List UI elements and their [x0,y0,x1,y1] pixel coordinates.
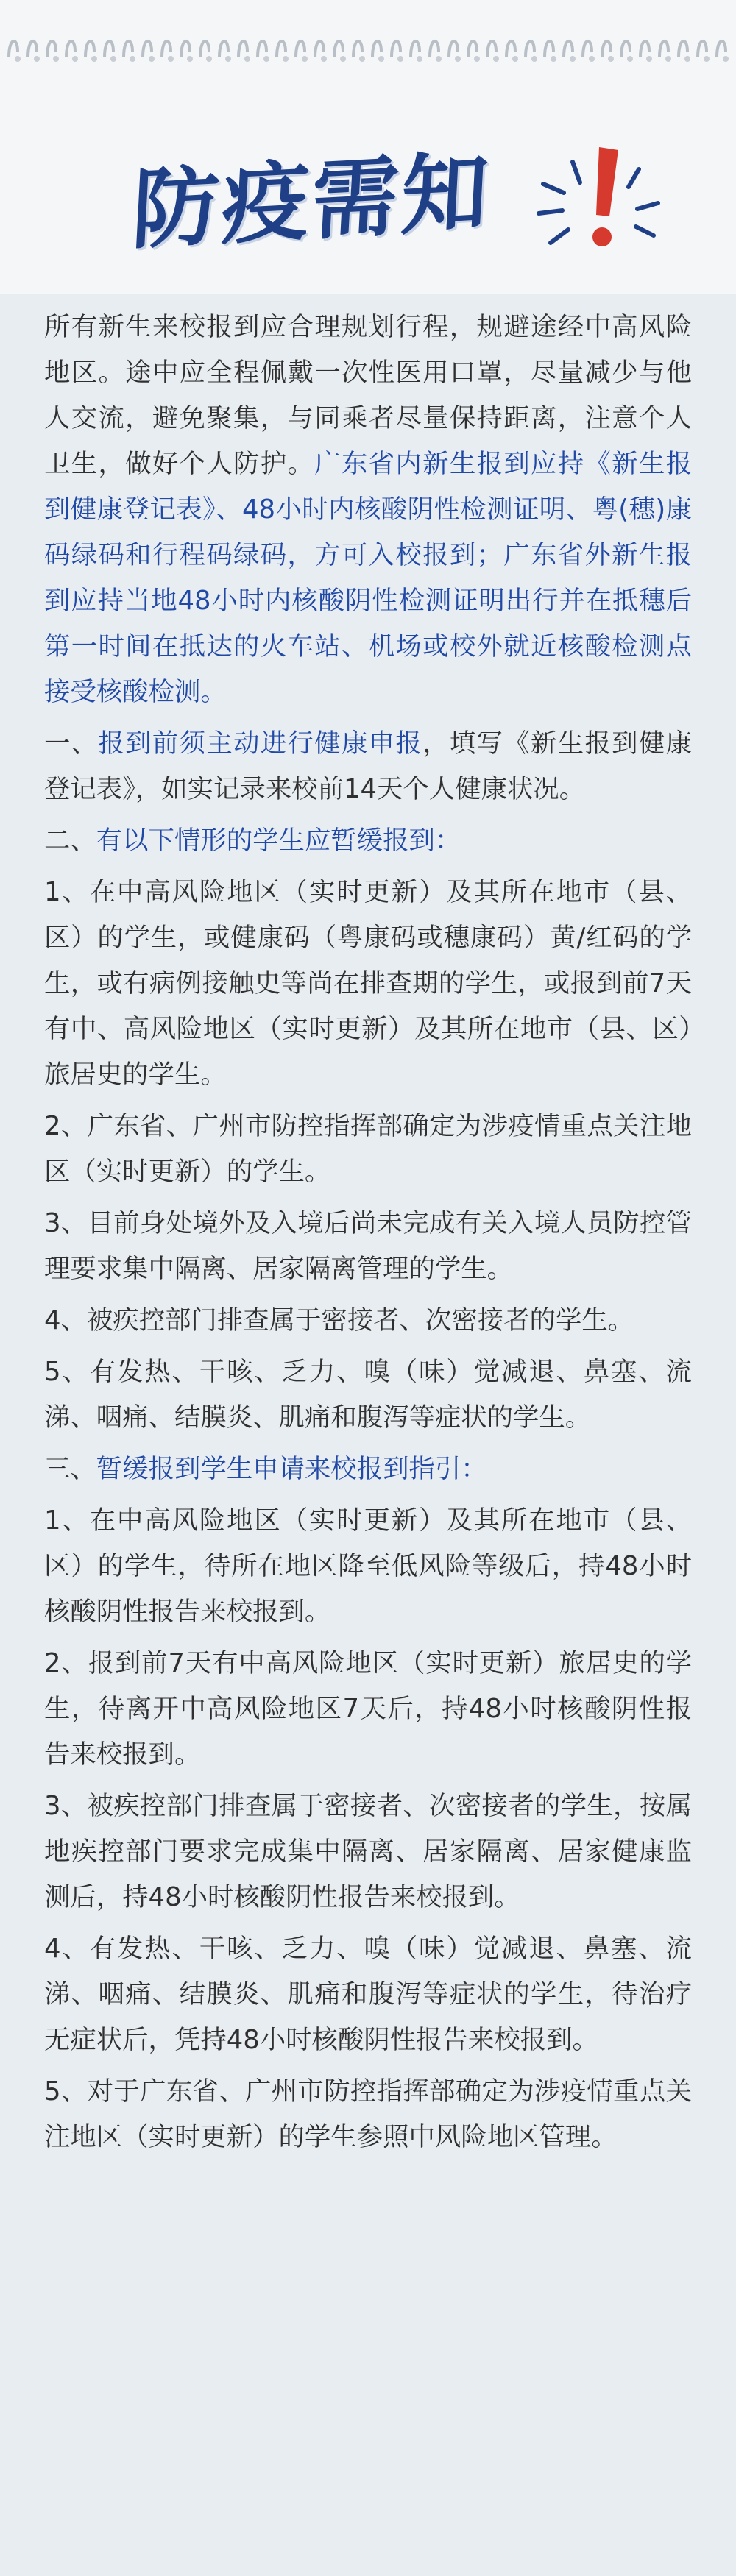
section-1-prefix: 一、 [44,728,99,759]
section-3-prefix: 三、 [44,1454,96,1484]
page-title: 防疫需知 [130,140,494,262]
section-3-title [44,1447,692,1492]
content-panel [0,294,736,2576]
page-header [0,110,736,280]
list-item: 2、广东省、广州市防控指挥部确定为涉疫情重点关注地区（实时更新）的学生。 [44,1111,692,1187]
list-item: 1、在中高风险地区（实时更新）及其所在地市（县、区）的学生，或健康码（粤康码或穗康码）黄/红码的学生，或有病例接触史等尚在排查期的学生，或报到前7天有中、高风险地区（实时更新）及其所在地市（县、区）旅居史的学生。 [44,877,692,1090]
list-item: 1、在中高风险地区（实时更新）及其所在地市（县、区）的学生，待所在地区降至低风险等级后，持48小时核酸阴性报告来校报到。 [44,1505,692,1627]
section-1-heading: 报到前须主动进行健康申报 [98,728,423,759]
intro-highlight-outside: 广东省外新生报到应持当地48小时内核酸阴性检测证明出行并在抵穗后第一时间在抵达的火车站、机场或校外就近核酸检测点接受核酸检测。 [44,540,693,707]
list-item: 4、有发热、干咳、乏力、嗅（味）觉减退、鼻塞、流涕、咽痛、结膜炎、肌痛和腹泻等症状的学生，待治疗无症状后，凭持48小时核酸阴性报告来校报到。 [44,1934,692,2055]
intro-text: 所有新生来校报到应合理规划行程，规避途经中高风险地区。途中应全程佩戴一次性医用口罩，尽量减少与他人交流，避免聚集，与同乘者尽量保持距离，注意个人卫生，做好个人防护。 [44,312,692,479]
section-2-prefix: 二、 [44,826,96,856]
list-item: 5、有发热、干咳、乏力、嗅（味）觉减退、鼻塞、流涕、咽痛、结膜炎、肌痛和腹泻等症状的学生。 [44,1357,692,1433]
section-1 [44,721,692,812]
intro-highlight-guangdong: 广东省内新生报到应持《新生报到健康登记表》、48小时内核酸阴性检测证明、粤(穗)康码绿码和行程码绿码，方可入校报到； [44,449,693,570]
list-item: 3、被疾控部门排查属于密接者、次密接者的学生，按属地疾控部门要求完成集中隔离、居家隔离、居家健康监测后，持48小时核酸阴性报告来校报到。 [44,1791,692,1912]
list-item: 3、目前身处境外及入境后尚未完成有关入境人员防控管理要求集中隔离、居家隔离管理的学生。 [44,1208,692,1284]
spiral-rings [0,29,736,74]
spiral-binding [0,29,736,74]
section-2-heading: 有以下情形的学生应暂缓报到： [96,826,461,856]
list-item: 4、被疾控部门排查属于密接者、次密接者的学生。 [44,1305,634,1335]
section-1-body: ，填写《新生报到健康登记表》，如实记录来校前14天个人健康状况。 [44,728,693,804]
list-item: 2、报到前7天有中高风险地区（实时更新）旅居史的学生，待离开中高风险地区7天后，持48小时核酸阴性报告来校报到。 [44,1648,692,1770]
section-2-title [44,818,692,864]
intro-paragraph [44,305,692,715]
section-3-heading: 暂缓报到学生申请来校报到指引： [96,1454,487,1484]
list-item: 5、对于广东省、广州市防控指挥部确定为涉疫情重点关注地区（实时更新）的学生参照中风险地区管理。 [44,2076,692,2152]
exclamation-icon [528,140,676,265]
notice-body [44,305,692,2166]
